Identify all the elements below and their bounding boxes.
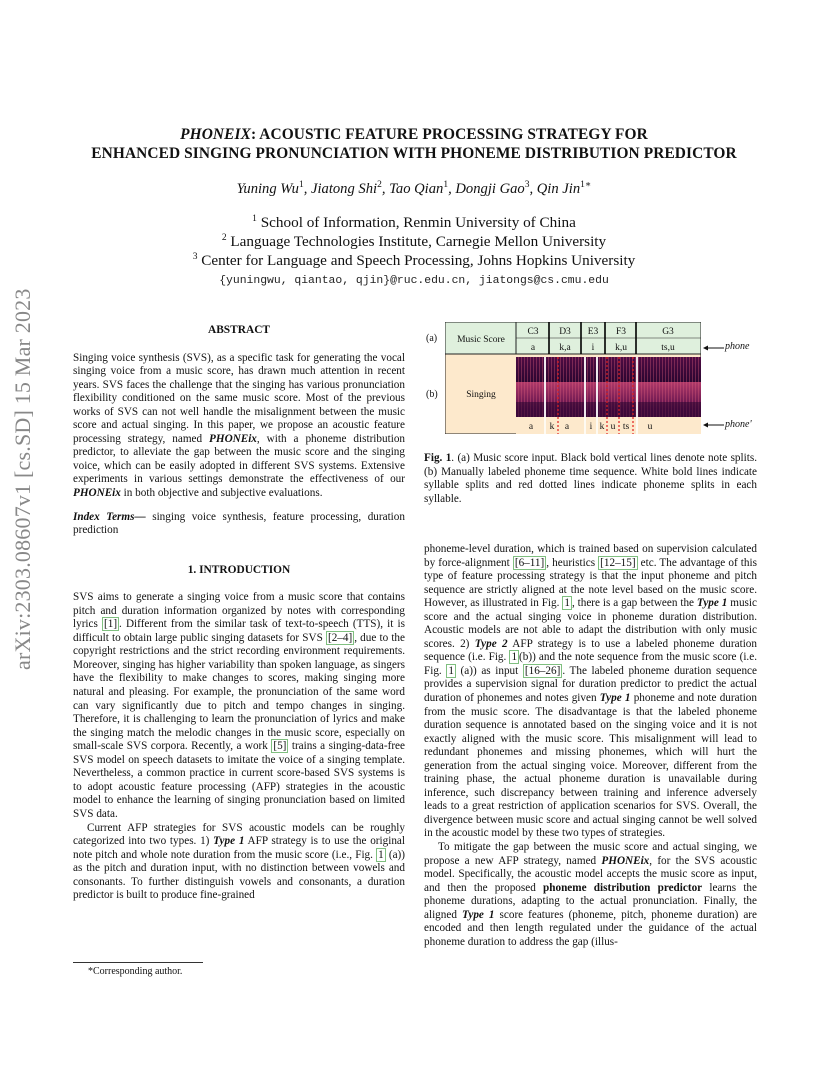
author: Tao Qian$^1$, xyxy=(389,180,456,197)
syllable-label: k,a xyxy=(559,343,571,353)
title-line1: : ACOUSTIC FEATURE PROCESSING STRATEGY FOR xyxy=(250,126,648,143)
abstract-text: Singing voice synthesis (SVS), as a specific task for generating the vocal singing voice from a music score, has drawn much attention in recent years. SVS faces the challenge that the singing has various pronunciation flexibility conditioned on the same music score. Most of the previous works of SVS can not well handle the misalignment between the music score and actual singing. In this paper, we propose an acoustic feature processing strategy, named PHONEix, with a phoneme distribution predictor, to alleviate the gap between the music score and the singing voice, which can be easily adopted in different SVS systems. Extensive experiments in various settings demonstrate the effectiveness of our PHONEix in both objective and subjective evaluations. xyxy=(73,351,406,500)
title-method-name: PHONEIX xyxy=(180,126,251,143)
figure-label-b: (b) xyxy=(426,389,438,400)
figure-caption: Fig. 1. (a) Music score input. Black bold vertical lines denote note splits. (b) Manually labeled phoneme time sequence. White bold lines indicate syllable splits and red dotted lines indicate phoneme splits in each syllable. xyxy=(424,452,757,505)
figure-label-a: (a) xyxy=(426,333,438,344)
citation-link[interactable]: [16–26] xyxy=(524,664,561,677)
citation-link[interactable]: [2–4] xyxy=(327,631,353,644)
phone-label: u xyxy=(647,422,653,432)
note-label: F3 xyxy=(615,327,627,337)
affiliation: $^2$ Language Technologies Institute, Carnegie Mellon University xyxy=(221,233,607,251)
footnote: *Corresponding author. xyxy=(88,966,183,977)
right-paragraph-2: To mitigate the gap between the music score and actual singing, we propose a new AFP strategy, named PHONEix, for the SVS acoustic model. Specifically, the acoustic model accepts the music score as input, and then the proposed phoneme distribution predictor learns the phoneme durations, adapting to the actual pronunciation. Finally, the aligned Type 1 score features (phoneme, pitch, phoneme duration) are encoded and then length regulated under the guidance of the actual phoneme duration to address the gap (illus- xyxy=(424,841,758,948)
phone-label: a xyxy=(564,422,570,432)
intro-paragraph-1: SVS aims to generate a singing voice from a music score that contains pitch and duration information organized by notes with corresponding lyrics [1] . Different from the similar task of text-to-speech (TTS), it is difficult to obtain large public singing datasets for SVS [2–4] , due to the copyright restrictions and the strict recording environment requirements. Moreover, singing has higher variability than spoken language, as singers have the flexibility to make changes to scores, making singing more natural and pleasing. For example, the pronunciation of the same word can vary significantly due to pitch and tempo changes in singing. Therefore, it is challenging to learn the pronunciation of lyrics and make the singing match the melodic changes in the music score, especially on small-scale SVS corpora. Recently, a work [5] trains a singing-data-free SVS model on speech datasets to imitate the voice of a singing template. Nevertheless, a common practice in current score-based SVS systems is to adopt acoustic feature processing (AFP) strategies in the acoustic model to enhance the learning of singing pronunciation based on limited SVS data. xyxy=(73,591,405,820)
figure-1-diagram xyxy=(445,322,701,434)
author-list xyxy=(40,179,788,198)
citation-link[interactable]: [1] xyxy=(104,618,118,631)
row-title-singing: Singing xyxy=(466,390,496,400)
note-label: G3 xyxy=(662,327,674,337)
syllable-label: k,u xyxy=(615,343,627,353)
author: Yuning Wu$^1$, xyxy=(236,180,311,197)
syllable-label: a xyxy=(530,343,536,353)
title-line2: ENHANCED SINGING PRONUNCIATION WITH PHONEME DISTRIBUTION PREDICTOR xyxy=(91,145,737,162)
right-paragraph-1: phoneme-level duration, which is trained based on supervision calculated by force-alignment [6–11] , heuristics [12–15] etc. The advantage of this type of feature processing strategy is that the input phoneme and pitch sequence are strictly aligned at the note level based on the music score. However, as illustrated in Fig. 1 , there is a gap between the Type 1 music score and the actual singing voice in phoneme duration distribution. Acoustic models are not able to adapt the distribution with only music scores. 2) Type 2 AFP strategy is to use a labeled phoneme duration sequence (i.e. Fig. 1 (b)) and the note sequence from the music score (i.e. Fig. 1 (a)) as input [16–26] . The labeled phoneme duration sequence provides a supervision signal for duration predictor to predict the actual duration of phonemes and notes given Type 1 phoneme and note duration from the music score. The disadvantage is that the labeled phoneme duration sequence is annotated based on the singing voice and it is not exactly aligned with the music score. This misalignment will lead to redundant phonemes and missing phonemes, which will hurt the generation from the actual singing voice. Moreover, different from the training phase, the actual phoneme duration is unavailable during inference, such discrepancy between training and inference adversely leads to a great restriction of application scenarios for SVS. Overall, the divergence between music score and actual singing cannot be well solved in the acoustic model by these two types of strategies. xyxy=(424,543,757,840)
figure-link[interactable]: 1 xyxy=(511,651,518,664)
phone-label: k xyxy=(549,422,555,432)
paper-title xyxy=(40,125,788,163)
intro-paragraph-2: Current AFP strategies for SVS acoustic models can be roughly categorized into two types. 1) Type 1 AFP strategy is to use the original note pitch and whole note duration from the music score (i.e., Fig. 1 (a)) as the pitch and duration input, with no distinction between vowels and consonants. To further distinguish vowels and consonants, a duration predictor is built to produce fine-grained xyxy=(73,821,405,902)
footnote-rule xyxy=(73,962,203,963)
phone-label: u xyxy=(610,422,616,432)
phone-label: k xyxy=(599,422,605,432)
syllable-label: ts,u xyxy=(661,343,675,353)
row-title-music-score: Music Score xyxy=(457,335,505,345)
phone-label: ts xyxy=(622,422,630,432)
citation-link[interactable]: [5] xyxy=(273,740,287,753)
arrow-label-phone-prime: phone' xyxy=(725,419,752,430)
phone-arrows xyxy=(702,338,726,434)
intro-heading: 1. INTRODUCTION xyxy=(187,563,291,576)
arxiv-sidebar-id: arXiv:2303.08607v1 [cs.SD] 15 Mar 2023 xyxy=(10,288,35,670)
citation-link[interactable]: [6–11] xyxy=(514,556,545,569)
author: Qin Jin$^{1∗}$ xyxy=(536,180,592,197)
note-label: D3 xyxy=(559,327,571,337)
author: Jiatong Shi$^2$, xyxy=(311,180,390,197)
note-label: E3 xyxy=(587,327,599,337)
figure-link[interactable]: 1 xyxy=(378,848,384,861)
syllable-label: i xyxy=(591,343,595,353)
affiliation: $^3$ Center for Language and Speech Processing, Johns Hopkins University xyxy=(192,252,636,270)
phone-label: i xyxy=(589,422,593,432)
note-label: C3 xyxy=(527,327,539,337)
citation-link[interactable]: [12–15] xyxy=(600,556,636,569)
author-emails: {yuningwu, qiantao, qjin}@ruc.edu.cn, jiatongs@cs.cmu.edu xyxy=(219,275,609,287)
abstract-heading: ABSTRACT xyxy=(207,324,271,336)
affiliation: $^1$ School of Information, Renmin University of China xyxy=(252,214,576,232)
author: Dongji Gao$^3$, xyxy=(455,180,537,197)
index-terms: Index Terms— singing voice synthesis, feature processing, duration prediction xyxy=(73,510,405,537)
right-column xyxy=(424,543,757,949)
left-column xyxy=(73,324,405,903)
arrow-label-phone: phone xyxy=(725,341,750,352)
figure-link[interactable]: 1 xyxy=(564,597,570,610)
phone-label: a xyxy=(528,422,534,432)
figure-link[interactable]: 1 xyxy=(448,664,454,677)
